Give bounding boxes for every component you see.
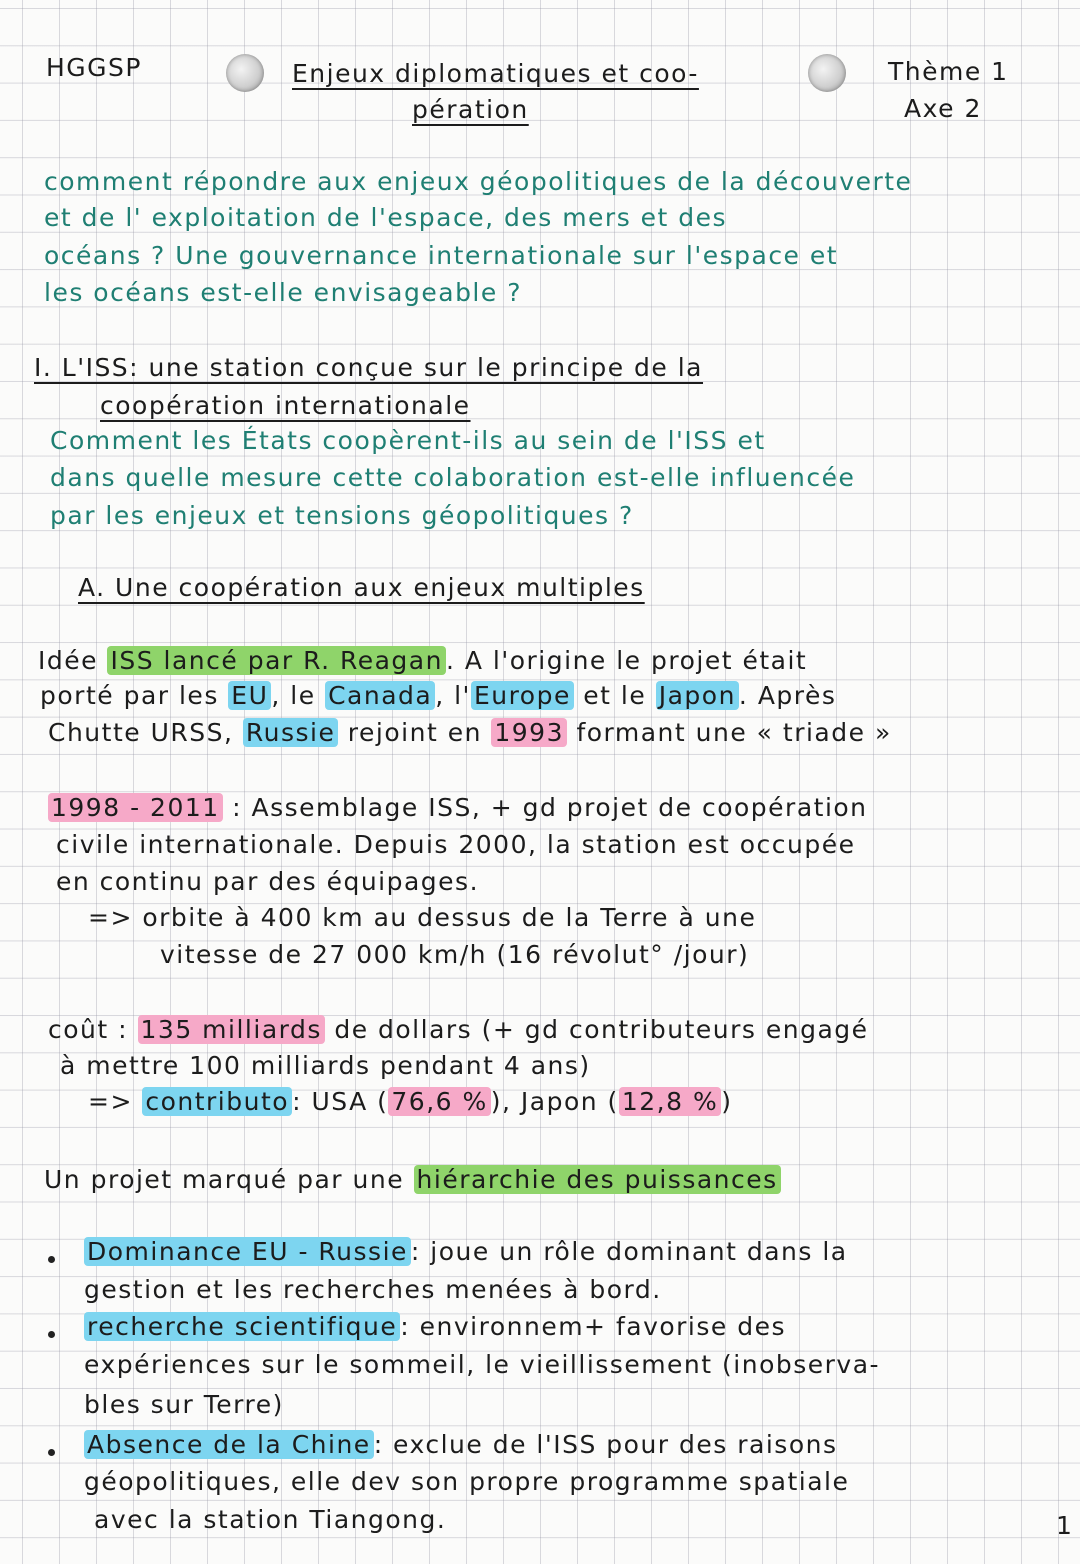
- bullet-item-line: [84, 1311, 786, 1343]
- text-segment: : joue un rôle dominant dans la: [410, 1237, 848, 1266]
- text-segment: gestion et les recherches menées à bord.: [84, 1275, 662, 1304]
- section-question: [50, 425, 766, 457]
- text-segment: par les enjeux et tensions géopolitiques ?: [50, 501, 634, 530]
- note-line: [40, 680, 836, 712]
- text-segment: , le: [271, 681, 326, 710]
- note-line: [56, 829, 856, 861]
- highlighted-text: Europe: [471, 681, 574, 710]
- text-segment: coopération internationale: [100, 391, 471, 420]
- highlighted-text: recherche scientifique: [84, 1312, 400, 1341]
- note-line: [44, 1164, 781, 1196]
- theme-label: Thème 1: [888, 57, 1009, 86]
- page-number: 1: [1056, 1511, 1074, 1540]
- highlighted-text: 1998 - 2011: [48, 793, 223, 822]
- highlighted-text: hiérarchie des puissances: [414, 1165, 781, 1194]
- bullet-item-line: [84, 1429, 837, 1461]
- text-segment: =>: [88, 1087, 143, 1116]
- text-segment: en continu par des équipages.: [56, 867, 480, 896]
- bullet-dot: [48, 1331, 55, 1338]
- text-segment: les océans est-elle envisageable ?: [44, 278, 522, 307]
- problem-question: [44, 202, 727, 234]
- highlighted-text: 76,6 %: [388, 1087, 490, 1116]
- text-segment: océans ? Une gouvernance internationale sur l'espace et: [44, 241, 839, 270]
- text-segment: rejoint en: [338, 718, 492, 747]
- text-segment: Chutte URSS,: [48, 718, 243, 747]
- highlighted-text: Canada: [325, 681, 435, 710]
- note-line: [60, 1050, 591, 1082]
- highlighted-text: Dominance EU - Russie: [84, 1237, 411, 1266]
- text-segment: coût :: [48, 1015, 138, 1044]
- highlighted-text: Russie: [243, 718, 338, 747]
- section-question: [50, 462, 855, 494]
- text-segment: avec la station Tiangong.: [94, 1505, 447, 1534]
- axe-label: Axe 2: [904, 94, 982, 123]
- subject-label: HGGSP: [46, 53, 142, 82]
- text-segment: expériences sur le sommeil, le vieillissement (inobserva-: [84, 1350, 881, 1379]
- page-title-line2: pération: [412, 95, 529, 124]
- text-segment: géopolitiques, elle dev son propre programme spatiale: [84, 1467, 850, 1496]
- text-segment: . Après: [738, 681, 837, 710]
- note-line: [38, 645, 807, 677]
- highlighted-text: ISS lancé par R. Reagan: [107, 646, 446, 675]
- bullet-item-line: [84, 1389, 284, 1421]
- text-segment: Un projet marqué par une: [44, 1165, 414, 1194]
- text-segment: Comment les États coopèrent-ils au sein de l'ISS et: [50, 426, 766, 455]
- text-segment: bles sur Terre): [84, 1390, 284, 1419]
- note-line: [88, 902, 756, 934]
- highlighted-text: EU: [228, 681, 271, 710]
- text-segment: vitesse de 27 000 km/h (16 révolut° /jour): [160, 940, 750, 969]
- highlighted-text: 12,8 %: [619, 1087, 721, 1116]
- note-line: [88, 1086, 732, 1118]
- bullet-item-line: [84, 1274, 662, 1306]
- highlighted-text: Absence de la Chine: [84, 1430, 374, 1459]
- page-title-line1: Enjeux diplomatiques et coo-: [292, 59, 699, 88]
- text-segment: . A l'origine le projet était: [445, 646, 808, 675]
- note-line: [48, 792, 868, 824]
- text-segment: à mettre 100 milliards pendant 4 ans): [60, 1051, 591, 1080]
- text-segment: dans quelle mesure cette colaboration est-elle influencée: [50, 463, 856, 492]
- text-segment: comment répondre aux enjeux géopolitiques de la découverte: [44, 167, 913, 196]
- bullet-item-line: [84, 1349, 880, 1381]
- text-segment: => orbite à 400 km au dessus de la Terre à une: [88, 903, 757, 932]
- text-segment: : environnem+ favorise des: [400, 1312, 787, 1341]
- text-segment: civile internationale. Depuis 2000, la station est occupée: [56, 830, 856, 859]
- bullet-item-line: [94, 1504, 446, 1536]
- note-line: [160, 939, 749, 971]
- note-line: [48, 1014, 869, 1046]
- highlighted-text: 1993: [491, 718, 567, 747]
- text-segment: : Assemblage ISS, + gd projet de coopération: [222, 793, 868, 822]
- bullet-item-line: [84, 1466, 849, 1498]
- text-segment: I. L'ISS: une station conçue sur le principe de la: [34, 353, 704, 382]
- text-segment: formant une « triade »: [567, 718, 892, 747]
- note-line: [48, 717, 892, 749]
- subsection-heading: [78, 572, 645, 604]
- text-segment: A. Une coopération aux enjeux multiples: [78, 573, 645, 602]
- note-line: [56, 866, 479, 898]
- section-question: [50, 500, 634, 532]
- highlighted-text: 135 milliards: [138, 1015, 325, 1044]
- section-heading: [34, 352, 703, 384]
- text-segment: porté par les: [40, 681, 229, 710]
- text-segment: ): [721, 1087, 733, 1116]
- bullet-item-line: [84, 1236, 848, 1268]
- text-segment: ), Japon (: [490, 1087, 619, 1116]
- text-segment: de dollars (+ gd contributeurs engagé: [324, 1015, 869, 1044]
- text-segment: : exclue de l'ISS pour des raisons: [373, 1430, 838, 1459]
- binder-hole-left: [226, 54, 264, 92]
- highlighted-text: contributo: [142, 1087, 292, 1116]
- text-segment: et le: [573, 681, 656, 710]
- problem-question: [44, 166, 912, 198]
- bullet-dot: [48, 1449, 55, 1456]
- binder-hole-right: [808, 54, 846, 92]
- problem-question: [44, 277, 522, 309]
- section-heading: [100, 390, 471, 422]
- text-segment: , l': [435, 681, 471, 710]
- text-segment: Idée: [38, 646, 108, 675]
- highlighted-text: Japon: [656, 681, 739, 710]
- problem-question: [44, 240, 838, 272]
- text-segment: et de l' exploitation de l'espace, des mers et des: [44, 203, 728, 232]
- bullet-dot: [48, 1256, 55, 1263]
- text-segment: : USA (: [292, 1087, 389, 1116]
